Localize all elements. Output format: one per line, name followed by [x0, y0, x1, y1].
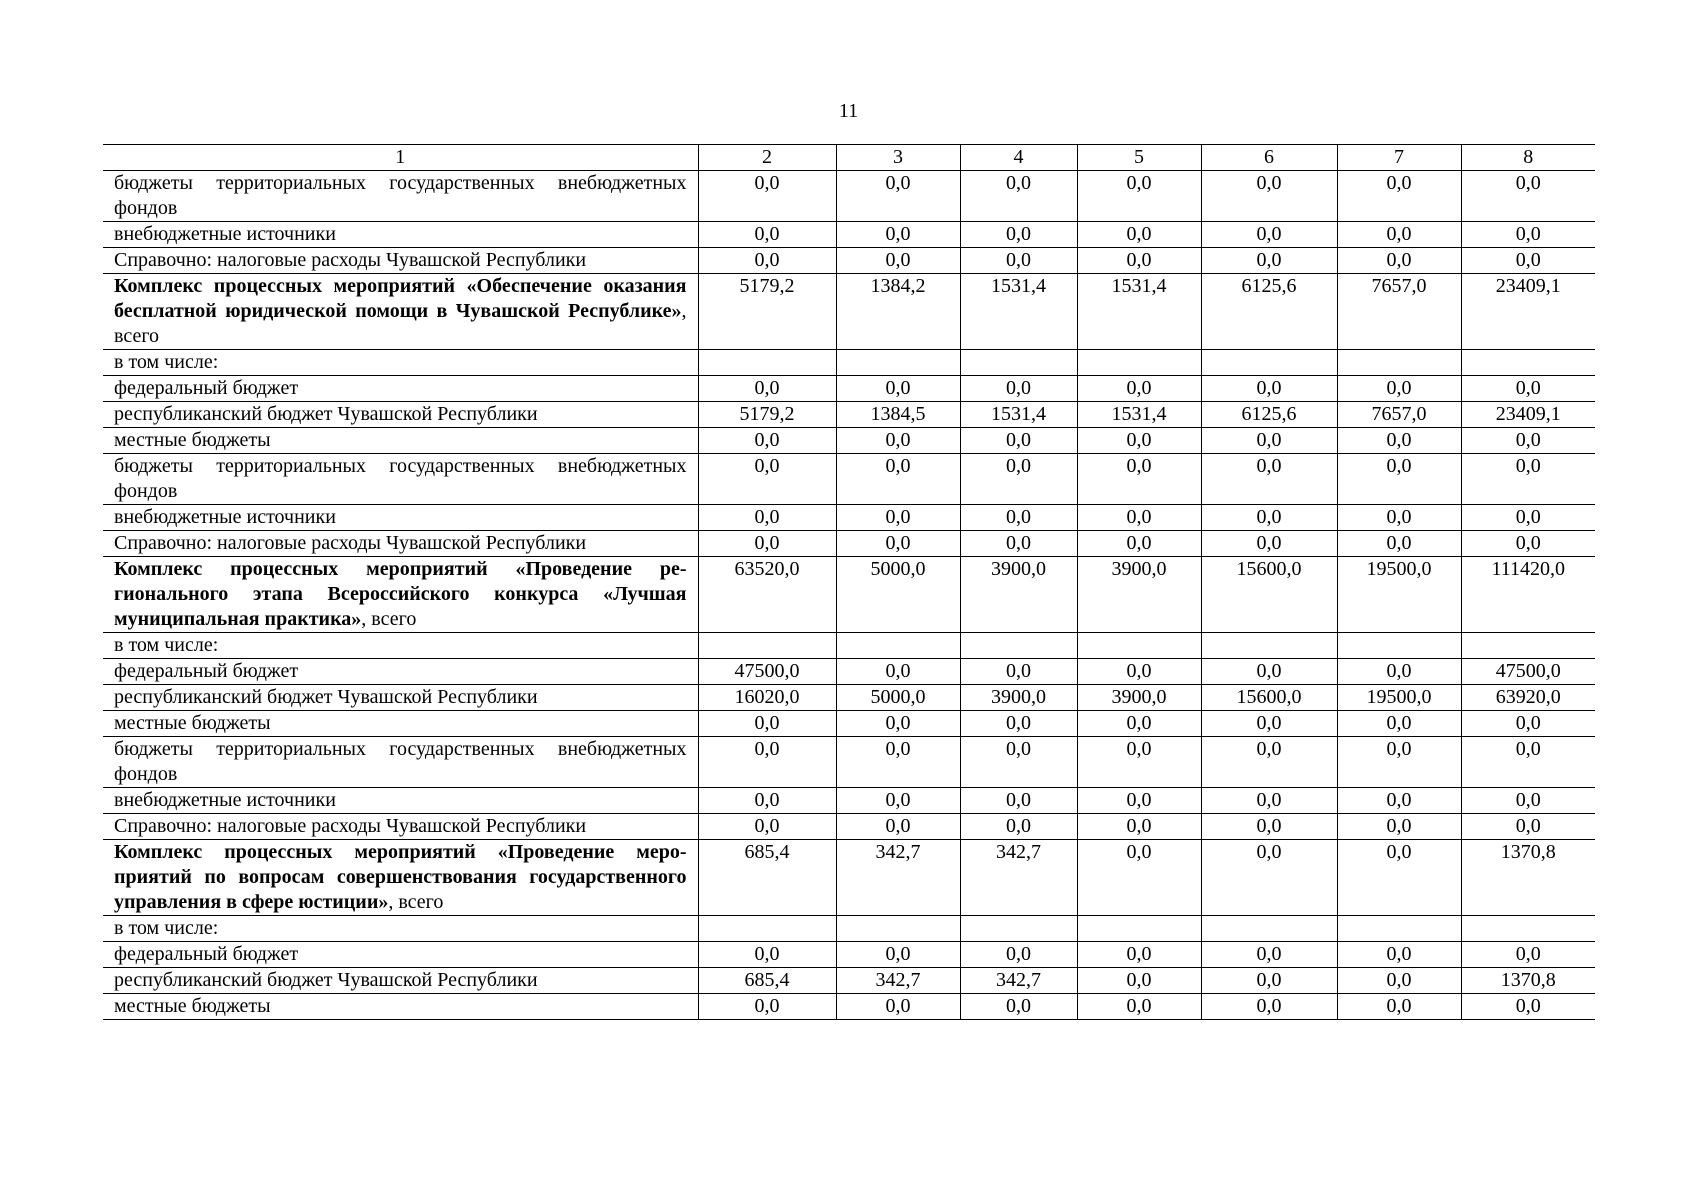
value-cell: 0,0 [1337, 531, 1461, 557]
value-cell: 0,0 [1201, 942, 1337, 968]
header-row [103, 145, 1595, 171]
row-label: бюджеты территориальных государственных внебюджетных фондов [103, 737, 698, 788]
row-label: бюджеты территориальных государственных внебюджетных фондов [103, 454, 698, 505]
value-cell [1461, 916, 1595, 942]
column-header: 5 [1077, 145, 1201, 171]
row-label: Справочно: налоговые расходы Чувашской Республики [103, 814, 698, 840]
value-cell: 6125,6 [1201, 274, 1337, 350]
value-cell: 0,0 [960, 222, 1077, 248]
value-cell: 63920,0 [1461, 685, 1595, 711]
value-cell: 7657,0 [1337, 402, 1461, 428]
value-cell: 0,0 [698, 788, 836, 814]
value-cell: 1370,8 [1461, 968, 1595, 994]
value-cell [1201, 350, 1337, 376]
value-cell: 0,0 [1077, 814, 1201, 840]
value-cell: 0,0 [960, 711, 1077, 737]
section-total-row [103, 274, 1595, 350]
value-cell: 0,0 [1201, 428, 1337, 454]
row-label: Справочно: налоговые расходы Чувашской Республики [103, 248, 698, 274]
value-cell: 0,0 [836, 222, 960, 248]
value-cell: 0,0 [1077, 968, 1201, 994]
table-row [103, 711, 1595, 737]
value-cell: 0,0 [1201, 659, 1337, 685]
row-label: местные бюджеты [103, 711, 698, 737]
table-body [103, 145, 1595, 1020]
table-row [103, 454, 1595, 505]
value-cell: 23409,1 [1461, 274, 1595, 350]
value-cell: 0,0 [1201, 994, 1337, 1020]
value-cell: 685,4 [698, 968, 836, 994]
table-row [103, 376, 1595, 402]
value-cell: 0,0 [1201, 505, 1337, 531]
value-cell: 1384,5 [836, 402, 960, 428]
value-cell: 0,0 [1337, 428, 1461, 454]
value-cell: 0,0 [1337, 788, 1461, 814]
value-cell: 1531,4 [1077, 402, 1201, 428]
value-cell: 0,0 [1077, 505, 1201, 531]
value-cell: 0,0 [698, 454, 836, 505]
value-cell: 0,0 [960, 171, 1077, 222]
value-cell [1077, 350, 1201, 376]
row-label-title: Комплекс процессных мероприятий «Обеспечение оказания бесплатной юридической помощи в Чувашской Республике» [114, 275, 687, 322]
value-cell: 111420,0 [1461, 557, 1595, 633]
value-cell: 0,0 [1077, 454, 1201, 505]
value-cell: 0,0 [1337, 711, 1461, 737]
value-cell [836, 916, 960, 942]
value-cell: 0,0 [1461, 531, 1595, 557]
row-label-suffix: , всего [361, 608, 417, 630]
value-cell: 0,0 [836, 171, 960, 222]
value-cell: 0,0 [960, 376, 1077, 402]
value-cell: 5000,0 [836, 557, 960, 633]
value-cell: 0,0 [836, 814, 960, 840]
row-label: в том числе: [103, 633, 698, 659]
value-cell: 0,0 [698, 428, 836, 454]
table-row [103, 505, 1595, 531]
table-row [103, 531, 1595, 557]
value-cell: 0,0 [1201, 840, 1337, 916]
value-cell: 1384,2 [836, 274, 960, 350]
column-header: 7 [1337, 145, 1461, 171]
table-row [103, 222, 1595, 248]
value-cell [1461, 633, 1595, 659]
value-cell: 0,0 [1077, 659, 1201, 685]
row-label [103, 557, 698, 633]
value-cell: 0,0 [698, 531, 836, 557]
value-cell: 1370,8 [1461, 840, 1595, 916]
value-cell: 0,0 [698, 222, 836, 248]
value-cell: 0,0 [698, 942, 836, 968]
value-cell [698, 633, 836, 659]
value-cell: 1531,4 [960, 402, 1077, 428]
value-cell: 0,0 [960, 994, 1077, 1020]
value-cell [1337, 633, 1461, 659]
row-label: в том числе: [103, 350, 698, 376]
value-cell: 0,0 [1201, 171, 1337, 222]
value-cell: 0,0 [698, 737, 836, 788]
value-cell: 0,0 [1077, 840, 1201, 916]
value-cell: 0,0 [836, 376, 960, 402]
value-cell: 0,0 [1461, 737, 1595, 788]
value-cell: 3900,0 [1077, 685, 1201, 711]
section-total-row [103, 557, 1595, 633]
value-cell: 0,0 [1337, 737, 1461, 788]
row-label: федеральный бюджет [103, 376, 698, 402]
value-cell: 0,0 [836, 942, 960, 968]
value-cell [1077, 633, 1201, 659]
column-header: 3 [836, 145, 960, 171]
value-cell: 0,0 [1337, 659, 1461, 685]
value-cell: 0,0 [960, 505, 1077, 531]
value-cell: 0,0 [1201, 737, 1337, 788]
value-cell [1461, 350, 1595, 376]
value-cell: 0,0 [1337, 376, 1461, 402]
table-row [103, 402, 1595, 428]
value-cell: 0,0 [698, 171, 836, 222]
value-cell: 0,0 [1201, 968, 1337, 994]
value-cell: 0,0 [836, 711, 960, 737]
value-cell: 0,0 [836, 428, 960, 454]
table-row [103, 916, 1595, 942]
row-label [103, 274, 698, 350]
value-cell: 0,0 [836, 659, 960, 685]
value-cell: 0,0 [1077, 376, 1201, 402]
column-header: 8 [1461, 145, 1595, 171]
value-cell: 0,0 [1077, 737, 1201, 788]
value-cell: 0,0 [1337, 222, 1461, 248]
value-cell: 3900,0 [1077, 557, 1201, 633]
value-cell: 0,0 [1337, 248, 1461, 274]
value-cell: 0,0 [1337, 454, 1461, 505]
value-cell: 0,0 [1461, 814, 1595, 840]
row-label-suffix: , всего [388, 891, 444, 913]
value-cell [836, 350, 960, 376]
value-cell [1337, 350, 1461, 376]
value-cell: 0,0 [1201, 788, 1337, 814]
value-cell: 0,0 [960, 531, 1077, 557]
value-cell: 0,0 [1461, 711, 1595, 737]
value-cell [1337, 916, 1461, 942]
value-cell: 342,7 [960, 968, 1077, 994]
row-label: Справочно: налоговые расходы Чувашской Республики [103, 531, 698, 557]
value-cell [1077, 916, 1201, 942]
table-row [103, 428, 1595, 454]
value-cell: 685,4 [698, 840, 836, 916]
table-row [103, 659, 1595, 685]
value-cell: 0,0 [1461, 428, 1595, 454]
value-cell: 0,0 [1461, 788, 1595, 814]
value-cell: 0,0 [960, 942, 1077, 968]
value-cell: 7657,0 [1337, 274, 1461, 350]
row-label: федеральный бюджет [103, 659, 698, 685]
value-cell: 0,0 [1077, 171, 1201, 222]
value-cell: 15600,0 [1201, 557, 1337, 633]
value-cell [1201, 916, 1337, 942]
value-cell: 0,0 [960, 737, 1077, 788]
value-cell: 0,0 [960, 454, 1077, 505]
row-label: федеральный бюджет [103, 942, 698, 968]
value-cell: 0,0 [1201, 711, 1337, 737]
value-cell: 0,0 [698, 994, 836, 1020]
value-cell: 342,7 [836, 840, 960, 916]
table-row [103, 994, 1595, 1020]
row-label: республиканский бюджет Чувашской Республики [103, 402, 698, 428]
column-header: 1 [103, 145, 698, 171]
value-cell: 0,0 [1337, 942, 1461, 968]
value-cell: 0,0 [698, 814, 836, 840]
value-cell: 16020,0 [698, 685, 836, 711]
value-cell: 0,0 [1461, 222, 1595, 248]
table-row [103, 814, 1595, 840]
value-cell: 0,0 [1077, 942, 1201, 968]
table-row [103, 685, 1595, 711]
row-label: местные бюджеты [103, 428, 698, 454]
value-cell [698, 916, 836, 942]
value-cell: 0,0 [836, 737, 960, 788]
value-cell: 3900,0 [960, 557, 1077, 633]
value-cell: 5179,2 [698, 402, 836, 428]
column-header: 4 [960, 145, 1077, 171]
value-cell: 0,0 [960, 428, 1077, 454]
value-cell: 1531,4 [960, 274, 1077, 350]
value-cell: 47500,0 [698, 659, 836, 685]
value-cell: 0,0 [1077, 531, 1201, 557]
row-label: местные бюджеты [103, 994, 698, 1020]
value-cell: 0,0 [1077, 788, 1201, 814]
table-row [103, 788, 1595, 814]
value-cell: 0,0 [1201, 248, 1337, 274]
table-row [103, 633, 1595, 659]
value-cell: 0,0 [960, 788, 1077, 814]
table-row [103, 171, 1595, 222]
value-cell: 0,0 [1461, 376, 1595, 402]
value-cell: 0,0 [960, 659, 1077, 685]
row-label: бюджеты территориальных государственных внебюджетных фондов [103, 171, 698, 222]
value-cell: 0,0 [1077, 222, 1201, 248]
value-cell [960, 633, 1077, 659]
value-cell: 1531,4 [1077, 274, 1201, 350]
value-cell: 0,0 [1461, 171, 1595, 222]
value-cell: 23409,1 [1461, 402, 1595, 428]
value-cell [960, 350, 1077, 376]
value-cell: 6125,6 [1201, 402, 1337, 428]
table-row [103, 737, 1595, 788]
value-cell: 0,0 [1201, 454, 1337, 505]
value-cell: 19500,0 [1337, 557, 1461, 633]
value-cell: 0,0 [836, 531, 960, 557]
value-cell: 5000,0 [836, 685, 960, 711]
value-cell: 0,0 [698, 248, 836, 274]
value-cell: 342,7 [960, 840, 1077, 916]
column-header: 6 [1201, 145, 1337, 171]
value-cell: 0,0 [1461, 248, 1595, 274]
row-label: республиканский бюджет Чувашской Республики [103, 968, 698, 994]
value-cell: 0,0 [1077, 428, 1201, 454]
row-label-title: Комплекс процессных мероприятий «Проведение мероприятий по вопросам совершенствования государственного управления в сфере юстиции» [114, 841, 687, 913]
value-cell: 0,0 [1201, 531, 1337, 557]
value-cell: 15600,0 [1201, 685, 1337, 711]
value-cell: 19500,0 [1337, 685, 1461, 711]
value-cell: 0,0 [1077, 994, 1201, 1020]
row-label: внебюджетные источники [103, 505, 698, 531]
value-cell: 0,0 [836, 505, 960, 531]
value-cell: 0,0 [836, 454, 960, 505]
value-cell: 0,0 [1201, 222, 1337, 248]
value-cell [836, 633, 960, 659]
table-row [103, 350, 1595, 376]
value-cell: 5179,2 [698, 274, 836, 350]
section-total-row [103, 840, 1595, 916]
value-cell [960, 916, 1077, 942]
column-header: 2 [698, 145, 836, 171]
value-cell: 0,0 [960, 814, 1077, 840]
value-cell: 0,0 [836, 994, 960, 1020]
value-cell: 47500,0 [1461, 659, 1595, 685]
value-cell: 0,0 [698, 376, 836, 402]
value-cell: 0,0 [1337, 994, 1461, 1020]
value-cell: 0,0 [1461, 505, 1595, 531]
table-row [103, 942, 1595, 968]
budget-table [103, 144, 1595, 1020]
value-cell: 0,0 [1201, 814, 1337, 840]
table-row [103, 968, 1595, 994]
value-cell: 0,0 [960, 248, 1077, 274]
value-cell: 0,0 [1337, 814, 1461, 840]
value-cell: 342,7 [836, 968, 960, 994]
value-cell: 0,0 [1461, 942, 1595, 968]
value-cell: 0,0 [836, 788, 960, 814]
value-cell: 0,0 [698, 505, 836, 531]
value-cell [1201, 633, 1337, 659]
table-row [103, 248, 1595, 274]
page-number: 11 [838, 100, 859, 122]
value-cell: 0,0 [1337, 840, 1461, 916]
row-label [103, 840, 698, 916]
row-label: республиканский бюджет Чувашской Республики [103, 685, 698, 711]
value-cell: 0,0 [1077, 711, 1201, 737]
value-cell: 0,0 [1337, 171, 1461, 222]
value-cell: 0,0 [1337, 968, 1461, 994]
row-label-suffix: , всего [114, 300, 687, 347]
value-cell: 0,0 [836, 248, 960, 274]
value-cell: 0,0 [698, 711, 836, 737]
value-cell: 0,0 [1201, 376, 1337, 402]
value-cell: 63520,0 [698, 557, 836, 633]
value-cell: 0,0 [1337, 505, 1461, 531]
value-cell: 0,0 [1077, 248, 1201, 274]
value-cell: 3900,0 [960, 685, 1077, 711]
value-cell: 0,0 [1461, 454, 1595, 505]
row-label: в том числе: [103, 916, 698, 942]
row-label: внебюджетные источники [103, 788, 698, 814]
row-label: внебюджетные источники [103, 222, 698, 248]
row-label-title: Комплекс процессных мероприятий «Проведение регионального этапа Всероссийского конкурса «Лучшая муниципальная практика» [114, 558, 687, 630]
value-cell [698, 350, 836, 376]
value-cell: 0,0 [1461, 994, 1595, 1020]
